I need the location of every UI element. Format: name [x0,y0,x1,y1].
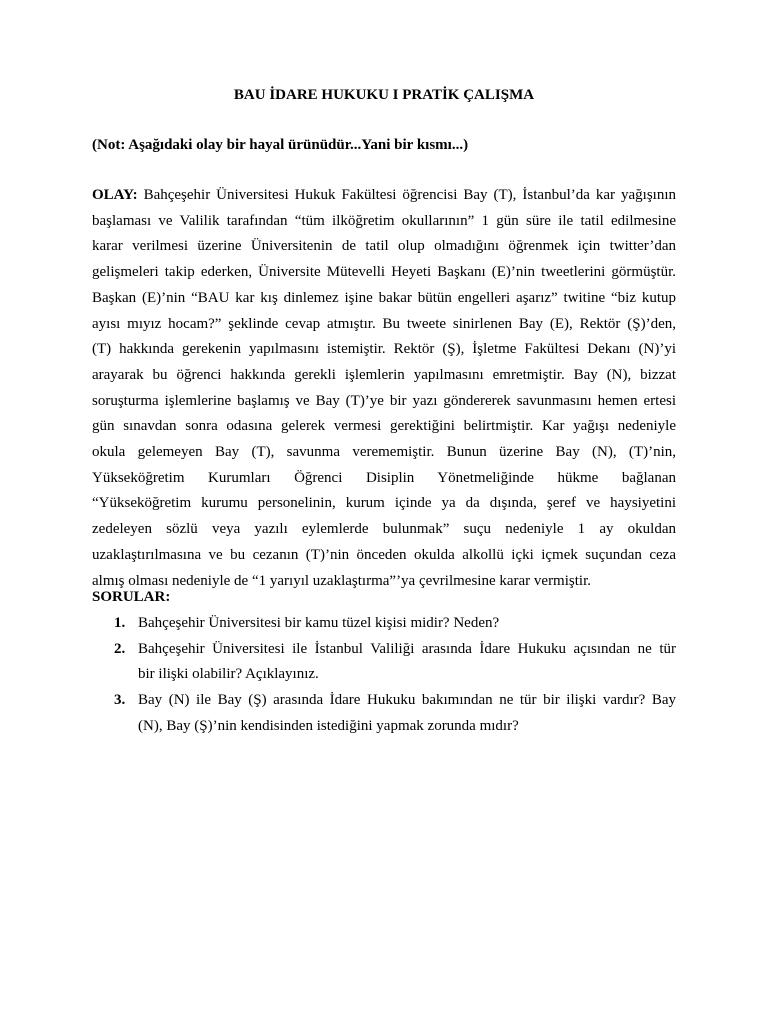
olay-line: “Yükseköğretim kurumu personelinin, kurum içinde ya da dışında, şeref ve haysiyetini [92,495,676,512]
question-item [92,611,676,637]
question-number: 1. [114,615,126,631]
question-number: 2. [114,640,126,657]
question-item [92,688,676,739]
olay-line: uzaklaştırılmasına ve bu cezanın (T)’nin önceden okulda alkollü içki içmek suçundan ceza [92,546,676,563]
olay-line: almış olması nedeniyle de “1 yarıyıl uzaklaştırma”’ya çevrilmesine karar vermiştir. [92,572,591,589]
olay-line: okula gelemeyen Bay (T), savunma verememiştir. Bunun üzerine Bay (N), (T)’nin, [92,444,676,461]
olay-label: OLAY: [92,187,138,203]
olay-line: ayısı mıyız hocam?” şeklinde cevap atmıştır. Bu tweete sinirlenen Bay (E), Rektör (Ş)’den, [92,315,676,332]
olay-line: soruşturma işlemlerine başlamış ve Bay (T)’ye bir yazı göndererek savunmasını hemen ertesi [92,392,676,409]
document-note: (Not: Aşağıdaki olay bir hayal ürünüdür...Yani bir kısmı...) [92,137,469,153]
question-line: (N), Bay (Ş)’nin kendisinden istediğini yapmak zorunda mıdır? [138,717,519,734]
question-line: Bay (N) ile Bay (Ş) arasında İdare Hukuku bakımından ne tür bir ilişki vardır? Bay [138,692,676,709]
olay-line: gelişmeleri takip ederken, Üniversite Mütevelli Heyeti Başkanı (E)’nin tweetlerini görmüştür. [92,264,676,281]
question-item [92,637,676,688]
question-line: Bahçeşehir Üniversitesi ile İstanbul Valiliği arasında İdare Hukuku açısından ne tür [138,640,676,657]
question-line: bir ilişki olabilir? Açıklayınız. [138,666,319,683]
olay-line: arayarak bu öğrenci hakkında gerekli işlemlerin yapılmasını emretmiştir. Bay (N), bizzat [92,366,676,383]
olay-line: başlaması ve Valilik tarafından “tüm ilköğretim okullarının” 1 gün süre ile tatil edilmesine [92,212,676,229]
olay-line: gün sınavdan sonra odasına gelerek vermesi gerektiğini belirtmiştir. Kar yağışı nedeniyle [92,418,676,435]
olay-line: Yükseköğretim Kurumları Öğrenci Disiplin Yönetmeliğinde hükme bağlanan [92,469,676,486]
olay-line: karar verilmesi üzerine Üniversitenin de tatil olup olmadığını öğrenmek için twitter’dan [92,238,676,255]
olay-line: (T) hakkında gerekenin yapılmasını istemiştir. Rektör (Ş), İşletme Fakültesi Dekanı (N)’yi [92,341,676,358]
question-line: Bahçeşehir Üniversitesi bir kamu tüzel kişisi midir? Neden? [138,615,500,631]
questions-list [92,611,676,740]
olay-line [92,183,676,209]
olay-line-text: Bahçeşehir Üniversitesi Hukuk Fakültesi öğrencisi Bay (T), İstanbul’da kar yağışının [137,187,676,203]
olay-line: zedeleyen sözlü veya yazılı eylemlerde bulunmak” suçu nedeniyle 1 ay okuldan [92,521,676,538]
document-title: BAU İDARE HUKUKU I PRATİK ÇALIŞMA [233,87,535,103]
olay-paragraph [92,183,676,594]
sorular-heading: SORULAR: [92,589,171,605]
question-number: 3. [114,692,126,709]
olay-line: Başkan (E)’nin “BAU kar kış dinlemez işine bakar bütün engelleri aşarız” twitine “biz kutup [92,289,676,306]
